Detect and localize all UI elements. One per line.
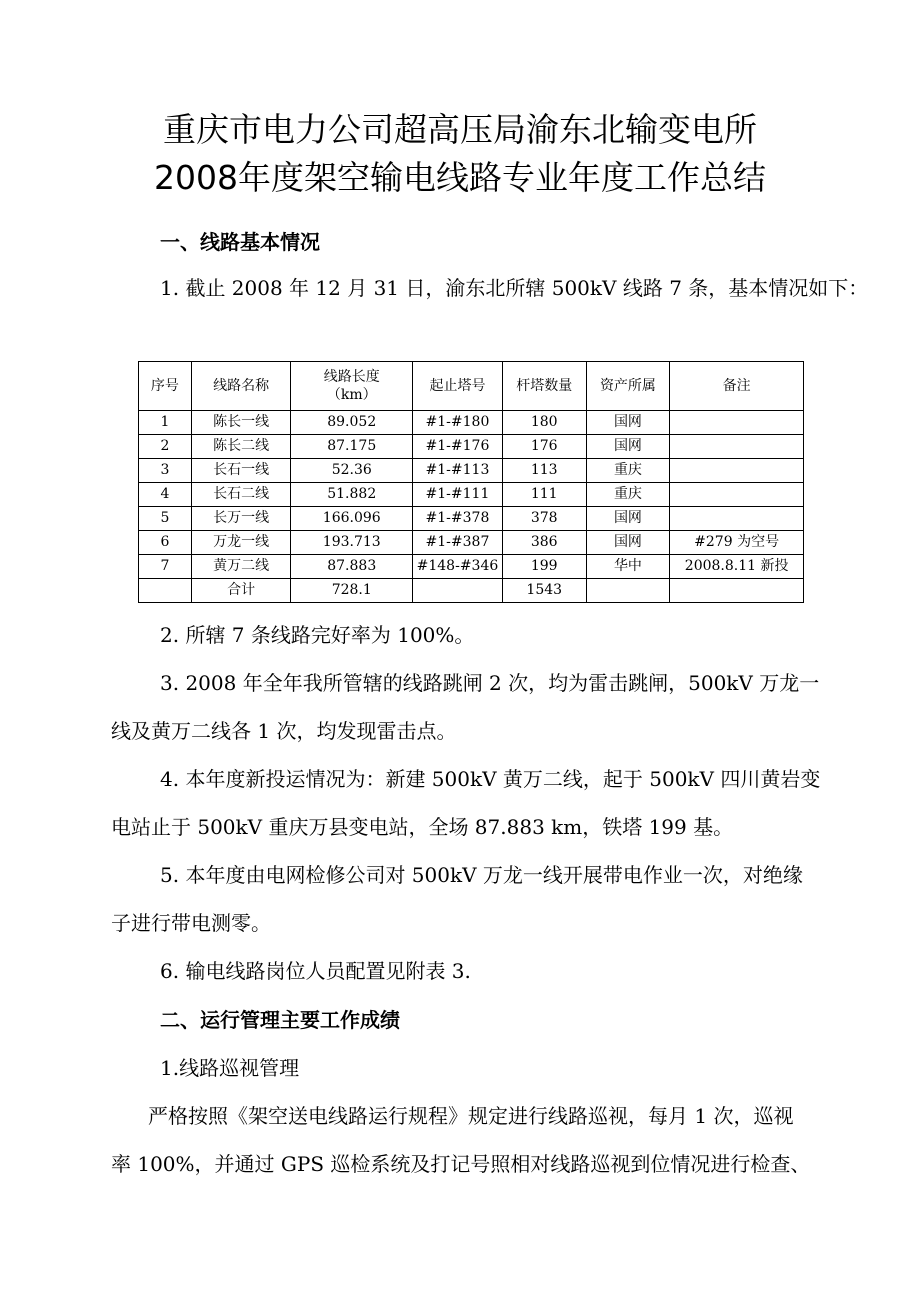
cell-tower-range: #1-#180 — [413, 411, 503, 435]
cell-line-length: 89.052 — [291, 411, 413, 435]
cell-index: 2 — [139, 435, 192, 459]
header-line-name: 线路名称 — [191, 362, 291, 411]
cell-remarks — [670, 459, 804, 483]
cell-tower-range: #1-#111 — [413, 483, 503, 507]
cell-tower-range: #1-#378 — [413, 507, 503, 531]
cell-line-name: 黄万二线 — [191, 555, 291, 579]
cell-index — [139, 579, 192, 603]
cell-asset-owner: 国网 — [586, 531, 670, 555]
item6-text: 6. 输电线路岗位人员配置见附表 3. — [160, 959, 471, 983]
cell-remarks — [670, 483, 804, 507]
table-row — [139, 435, 804, 459]
cell-tower-count: 378 — [502, 507, 586, 531]
cell-line-length: 193.713 — [291, 531, 413, 555]
line-info-table — [138, 361, 804, 603]
table-header-row — [139, 362, 804, 411]
header-tower-count: 杆塔数量 — [502, 362, 586, 411]
cell-tower-range: #148-#346 — [413, 555, 503, 579]
header-line-length — [291, 362, 413, 411]
cell-asset-owner: 国网 — [586, 411, 670, 435]
cell-index: 1 — [139, 411, 192, 435]
cell-line-length: 52.36 — [291, 459, 413, 483]
section2-para-line2: 率 100%，并通过 GPS 巡检系统及打记号照相对线路巡视到位情况进行检查、 — [111, 1152, 811, 1176]
cell-index: 4 — [139, 483, 192, 507]
item2-text: 2. 所辖 7 条线路完好率为 100%。 — [160, 623, 475, 647]
cell-line-length: 87.883 — [291, 555, 413, 579]
cell-index: 6 — [139, 531, 192, 555]
cell-remarks: #279 为空号 — [670, 531, 804, 555]
cell-tower-count: 199 — [502, 555, 586, 579]
cell-asset-owner: 国网 — [586, 435, 670, 459]
table-row — [139, 459, 804, 483]
cell-asset-owner: 重庆 — [586, 459, 670, 483]
cell-tower-count: 176 — [502, 435, 586, 459]
header-tower-range: 起止塔号 — [413, 362, 503, 411]
cell-asset-owner: 重庆 — [586, 483, 670, 507]
document-title-line1: 重庆市电力公司超高压局渝东北输变电所 — [163, 110, 757, 149]
cell-tower-count: 386 — [502, 531, 586, 555]
header-index: 序号 — [139, 362, 192, 411]
cell-tower-count: 113 — [502, 459, 586, 483]
cell-line-name: 长万一线 — [191, 507, 291, 531]
cell-total-towers: 1543 — [502, 579, 586, 603]
cell-total-label: 合计 — [191, 579, 291, 603]
cell-line-length: 166.096 — [291, 507, 413, 531]
item5-text-line2: 子进行带电测零。 — [111, 911, 271, 935]
cell-tower-count: 180 — [502, 411, 586, 435]
cell-line-length: 87.175 — [291, 435, 413, 459]
cell-index: 7 — [139, 555, 192, 579]
table-row — [139, 531, 804, 555]
cell-line-name: 长石二线 — [191, 483, 291, 507]
cell-remarks — [670, 411, 804, 435]
item4-text-line1: 4. 本年度新投运情况为：新建 500kV 黄万二线，起于 500kV 四川黄岩变 — [160, 767, 821, 791]
header-line-length-label: 线路长度 — [323, 369, 380, 385]
cell-line-name: 陈长一线 — [191, 411, 291, 435]
cell-total-length: 728.1 — [291, 579, 413, 603]
section2-sub1: 1.线路巡视管理 — [160, 1056, 300, 1080]
cell-tower-range: #1-#176 — [413, 435, 503, 459]
cell-tower-range: #1-#113 — [413, 459, 503, 483]
item1-text: 1. 截止 2008 年 12 月 31 日，渝东北所辖 500kV 线路 7 条，基本情况如下： — [160, 276, 869, 300]
cell-line-name: 长石一线 — [191, 459, 291, 483]
cell-asset-owner — [586, 579, 670, 603]
cell-line-length: 51.882 — [291, 483, 413, 507]
section2-heading: 二、运行管理主要工作成绩 — [160, 1008, 400, 1032]
cell-tower-count: 111 — [502, 483, 586, 507]
cell-line-name: 万龙一线 — [191, 531, 291, 555]
cell-index: 5 — [139, 507, 192, 531]
table-total-row — [139, 579, 804, 603]
cell-tower-range — [413, 579, 503, 603]
item3-text-line1: 3. 2008 年全年我所管辖的线路跳闸 2 次，均为雷击跳闸，500kV 万龙一 — [160, 671, 820, 695]
cell-asset-owner: 国网 — [586, 507, 670, 531]
table-row — [139, 483, 804, 507]
item4-text-line2: 电站止于 500kV 重庆万县变电站，全场 87.883 km，铁塔 199 基。 — [111, 815, 734, 839]
cell-remarks: 2008.8.11 新投 — [670, 555, 804, 579]
document-title-line2: 2008年度架空输电线路专业年度工作总结 — [154, 158, 766, 197]
header-asset-owner: 资产所属 — [586, 362, 670, 411]
header-line-length-unit: （km） — [326, 387, 377, 403]
table-row — [139, 555, 804, 579]
cell-index: 3 — [139, 459, 192, 483]
header-remarks: 备注 — [670, 362, 804, 411]
table-row — [139, 507, 804, 531]
cell-remarks — [670, 579, 804, 603]
cell-remarks — [670, 507, 804, 531]
item5-text-line1: 5. 本年度由电网检修公司对 500kV 万龙一线开展带电作业一次，对绝缘 — [160, 863, 803, 887]
table-row — [139, 411, 804, 435]
item3-text-line2: 线及黄万二线各 1 次，均发现雷击点。 — [111, 719, 457, 743]
section2-para-line1: 严格按照《架空送电线路运行规程》规定进行线路巡视，每月 1 次，巡视 — [148, 1104, 794, 1128]
cell-line-name: 陈长二线 — [191, 435, 291, 459]
cell-asset-owner: 华中 — [586, 555, 670, 579]
cell-tower-range: #1-#387 — [413, 531, 503, 555]
section1-heading: 一、线路基本情况 — [160, 230, 320, 254]
cell-remarks — [670, 435, 804, 459]
